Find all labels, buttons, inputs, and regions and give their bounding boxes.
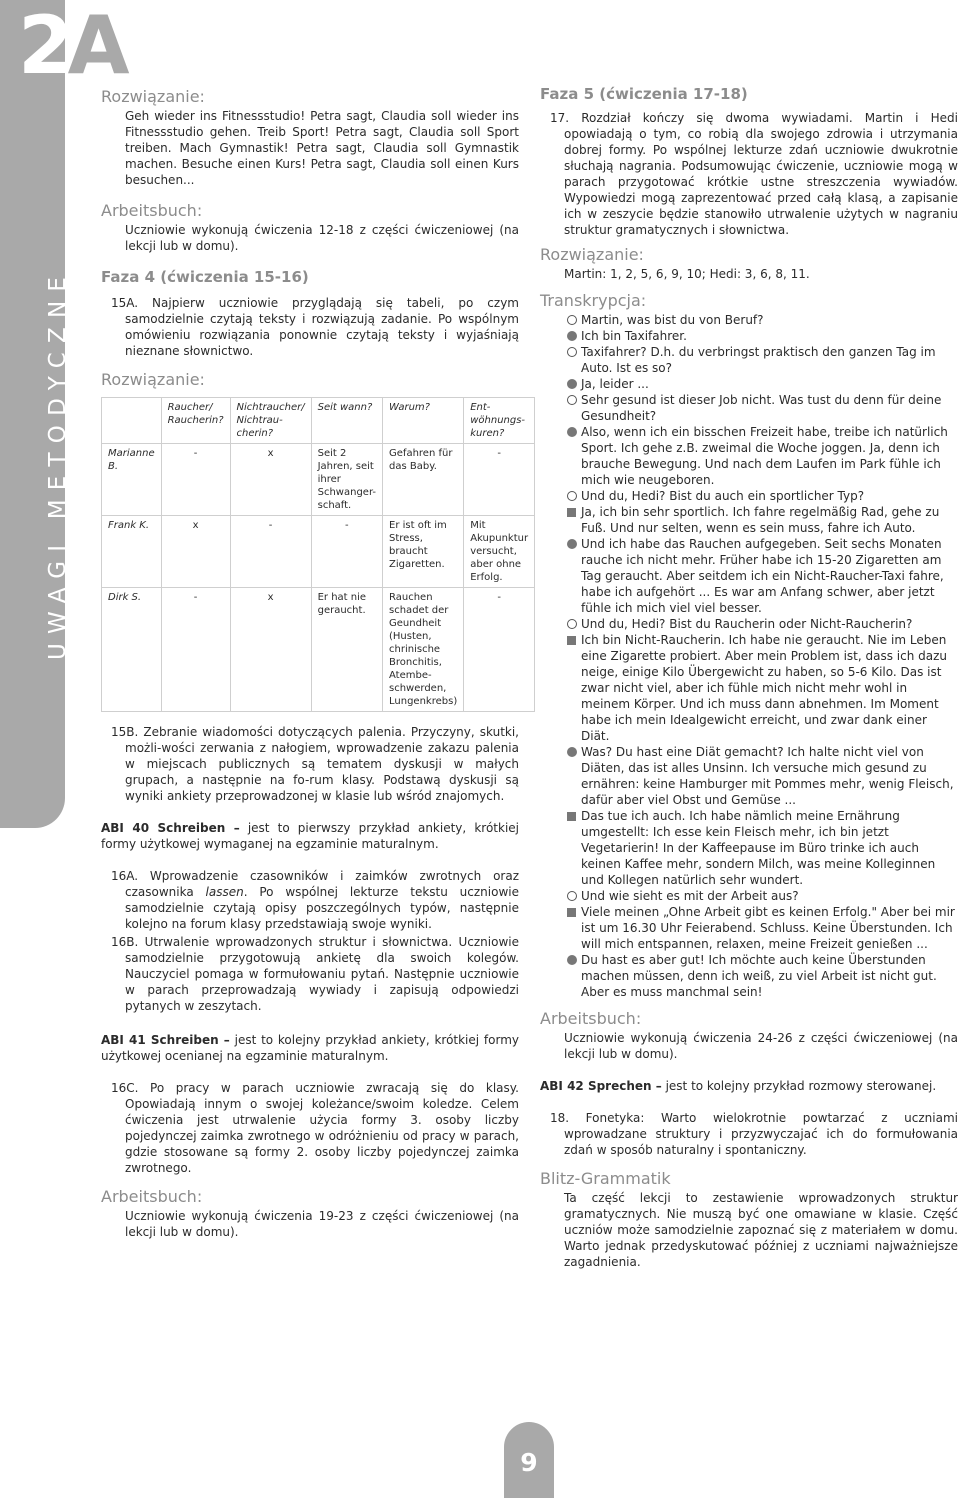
blitz-grammatik-heading: Blitz-Grammatik xyxy=(540,1169,671,1188)
transcript-text: Ja, ich bin sehr sportlich. Ich fahre regelmäßig Rad, gehe zu Fuß. Und nur selten, wenn es sein muss, fahre ich Auto. xyxy=(581,505,940,535)
transcript-line xyxy=(540,808,958,888)
chapter-number: 2 xyxy=(18,0,68,92)
open-circle-icon xyxy=(567,315,577,325)
transcript-line xyxy=(540,344,958,376)
arbeitsbuch-heading-1: Arbeitsbuch: xyxy=(101,201,203,220)
filled-circle-icon xyxy=(567,331,577,341)
exercise-16a-part1: 16A. Wprowadzenie czasowników i zaimków zwrotnych oraz czasownika xyxy=(111,869,519,899)
transcript-line xyxy=(540,888,958,904)
table-cell: Dirk S. xyxy=(102,588,162,712)
right-column xyxy=(540,84,958,1270)
transcript-text: Ich bin Nicht-Raucherin. Ich habe nie geraucht. Nie im Leben eine Zigarette probiert. Aber mein Problem ist, dass ich dazu neige, einige Kilo Übergewicht zu haben, so 5-6 Kilo. Das ist zwar nicht viel, aber ich fühle mich nicht mehr wohl in meinem Körper. Und ich muss dann abnehmen. Im Moment habe ich mein Idealgewicht erreicht, und zwar dank einer Diät. xyxy=(581,633,948,743)
transcript-line xyxy=(540,536,958,616)
exercise-15a: 15A. Najpierw uczniowie przyglądają się tabeli, po czym samodzielnie czytają teksty i rozwiązują zadanie. Po wspólnym omówieniu rozwiązania ponownie czytają teksty i wyjaśniają nieznane słownictwo. xyxy=(111,296,519,358)
transcript-text: Und du, Hedi? Bist du Raucherin oder Nicht-Raucherin? xyxy=(581,617,913,631)
exercise-18: 18. Fonetyka: Warto wielokrotnie powtarzać z uczniami wprowadzane struktury i przyzwyczajać ich do formułowania zdań w sposób naturalny i spontaniczny. xyxy=(550,1111,958,1157)
exercise-16b: 16B. Utrwalenie wprowadzonych struktur i słownictwa. Uczniowie samodzielnie przygotowują ankietę dla swoich kolegów. Nauczyciel pomaga w formułowaniu pytań. Następnie uczniowie w parach przeprowadzają wywiady i zapisują odpowiedzi pytanych w zeszytach. xyxy=(111,935,519,1013)
solution-heading-1: Rozwiązanie: xyxy=(101,87,205,106)
exercise-15b: 15B. Zebranie wiadomości dotyczących palenia. Przyczyny, skutki, możli-wości zerwania z nałogiem, wprowadzenie zakazu palenia w miejscach publicznych są tematem dyskusji w małych grupach, a następnie na fo-rum klasy. Podstawą dyskusji są wyniki ankiety przeprowadzonej w klasie lub wśród znajomych. xyxy=(111,725,519,803)
transcript-line xyxy=(540,904,958,952)
table-cell: Er ist oft im Stress, braucht Zigaretten. xyxy=(383,516,464,588)
transcript-line xyxy=(540,616,958,632)
filled-square-icon xyxy=(567,812,576,821)
table-cell: - xyxy=(161,588,230,712)
transcript-line xyxy=(540,312,958,328)
exercise-17: 17. Rozdział kończy się dwoma wywiadami. Martin i Hedi opowiadają o tym, co robią dla swojego zdrowia i utrzymania dobrej formy. Po wspólnej lekturze zdań uczniowie dwukrotnie słuchają nagrania. Podsumowując ćwiczenie, uczniowie mogą w parach przygotować krótkie ustne streszczenia wywiadów. Wypowiedzi mogą zaprezentować przed całą klasą, a zapisanie ich w zeszycie będzie stanowiło utrwalenie użytych w nagraniu struktur gramatycznych i słownictwa. xyxy=(550,111,958,237)
transcript-line xyxy=(540,392,958,424)
transcript-line xyxy=(540,744,958,808)
table-cell: - xyxy=(161,444,230,516)
table-header-cell: Warum? xyxy=(383,398,464,444)
table-row xyxy=(102,444,535,516)
open-circle-icon xyxy=(567,395,577,405)
table-header-cell: Seit wann? xyxy=(311,398,382,444)
exercise-16c: 16C. Po pracy w parach uczniowie zwracają się do klasy. Opowiadają innym o swojej koleżance/swoim koledze. Celem ćwiczenia jest utrwalenie użycia formy 3. osoby liczby pojedynczej zaimka zwrotnego w odróżnieniu od pracy w parach, gdzie stosowane są formy 2. osoby liczby pojedynczej zaimka zwrotnego. xyxy=(111,1081,519,1175)
table-cell: Frank K. xyxy=(102,516,162,588)
table-cell: x xyxy=(230,444,311,516)
table-header-cell: Raucher/ Raucherin? xyxy=(161,398,230,444)
table-row xyxy=(102,516,535,588)
table-header-cell xyxy=(102,398,162,444)
transcript-text: Ich bin Taxifahrer. xyxy=(581,329,687,343)
abi41-label: ABI 41 Schreiben – xyxy=(101,1033,230,1047)
table-cell: x xyxy=(230,588,311,712)
abi42-text: jest to kolejny przykład rozmowy sterowanej. xyxy=(661,1079,937,1093)
arbeitsbuch-text-3: Uczniowie wykonują ćwiczenia 24-26 z części ćwiczeniowej (na lekcji lub w domu). xyxy=(564,1031,958,1061)
page-number: 9 xyxy=(504,1422,554,1498)
arbeitsbuch-text-1: Uczniowie wykonują ćwiczenia 12-18 z części ćwiczeniowej (na lekcji lub w domu). xyxy=(125,223,519,253)
faza4-heading: Faza 4 (ćwiczenia 15-16) xyxy=(101,268,309,286)
table-cell: - xyxy=(230,516,311,588)
filled-square-icon xyxy=(567,636,576,645)
transcript-text: Also, wenn ich ein bisschen Freizeit habe, treibe ich natürlich Sport. Ich gehe z.B. zweimal die Woche joggen. Ja, denn ich brauche Bewegung. Und nach dem Laufen im Park fühle ich mich wie neugeboren. xyxy=(581,425,948,487)
blitz-grammatik-text: Ta część lekcji to zestawienie wprowadzonych struktur gramatycznych. Nie muszą być one omawiane w klasie. Część uczniów może samodzielnie zapoznać się z materiałem w domu. Warto jednak przedyskutować później z uczniami najważniejsze zagadnienia. xyxy=(564,1191,958,1269)
sidebar-label: UWAGI METODYCZNE xyxy=(45,267,71,660)
abi40-text: jest to pierwszy przykład ankiety, krótkiej formy użytkowej wymaganej na egzaminie maturalnym. xyxy=(101,821,519,851)
transcript-text: Und du, Hedi? Bist du auch ein sportlicher Typ? xyxy=(581,489,865,503)
filled-square-icon xyxy=(567,508,576,517)
transcript-text: Taxifahrer? D.h. du verbringst praktisch den ganzen Tag im Auto. Ist es so? xyxy=(581,345,936,375)
table-cell: - xyxy=(464,444,535,516)
table-cell: Er hat nie geraucht. xyxy=(311,588,382,712)
filled-circle-icon xyxy=(567,955,577,965)
solution-text-3: Martin: 1, 2, 5, 6, 9, 10; Hedi: 3, 6, 8, 11. xyxy=(564,267,810,281)
table-cell: - xyxy=(464,588,535,712)
filled-circle-icon xyxy=(567,427,577,437)
transcript-text: Das tue ich auch. Ich habe nämlich meine Ernährung umgestellt: Ich esse kein Fleisch mehr, ich bin jetzt Vegetarierin! In der Kaffeepause im Büro trinke ich auch keinen Kaffee mehr, sondern Milch, was meine Kolleginnen und Kollegen natürlich sehr wundert. xyxy=(581,809,936,887)
open-circle-icon xyxy=(567,491,577,501)
transcript-text: Martin, was bist du von Beruf? xyxy=(581,313,764,327)
solution-heading-3: Rozwiązanie: xyxy=(540,245,644,264)
transcript-text: Sehr gesund ist dieser Job nicht. Was tust du denn für deine Gesundheit? xyxy=(581,393,942,423)
solution-heading-2: Rozwiązanie: xyxy=(101,370,205,389)
transcript-line xyxy=(540,488,958,504)
table-cell: - xyxy=(311,516,382,588)
transcript-line xyxy=(540,504,958,536)
transcript-text: Und wie sieht es mit der Arbeit aus? xyxy=(581,889,799,903)
table-header-cell: Nichtraucher/ Nichtrau-cherin? xyxy=(230,398,311,444)
abi41-note xyxy=(101,1032,519,1064)
transcript-line xyxy=(540,424,958,488)
transcript-line xyxy=(540,952,958,1000)
transcript-line xyxy=(540,632,958,744)
table-row xyxy=(102,588,535,712)
abi42-note xyxy=(540,1078,958,1094)
transcript-line xyxy=(540,376,958,392)
open-circle-icon xyxy=(567,347,577,357)
transcript-text: Ja, leider ... xyxy=(581,377,649,391)
table-cell: Seit 2 Jahren, seit ihrer Schwanger-schaft. xyxy=(311,444,382,516)
table-cell: Rauchen schadet der Geundheit (Husten, chrinische Bronchitis, Atembe-schwerden, Lungenkrebs) xyxy=(383,588,464,712)
transcript-list xyxy=(540,312,958,1000)
exercise-16a-part2: . Po wspólnej lekturze tekstu uczniowie samodzielnie czytają opisy poszczególnych typów, następnie kolejno na forum klasy przedstawiają swoje wyniki. xyxy=(125,885,519,931)
table-cell: Marianne B. xyxy=(102,444,162,516)
transcript-text: Und ich habe das Rauchen aufgegeben. Seit sechs Monaten rauche ich nicht mehr. Früher habe ich 15-20 Zigaretten am Tag geraucht. Aber seitdem ich ein Nicht-Raucher-Taxi fahre, habe ich aufgehört ... Es war am Anfang schwer, aber jetzt fühle ich mich viel viel besser. xyxy=(581,537,944,615)
abi40-note xyxy=(101,820,519,852)
filled-circle-icon xyxy=(567,379,577,389)
left-column xyxy=(101,86,529,1240)
filled-circle-icon xyxy=(567,539,577,549)
table-cell: Mit Akupunktur versucht, aber ohne Erfolg. xyxy=(464,516,535,588)
abi40-label: ABI 40 Schreiben – xyxy=(101,821,240,835)
sidebar-band xyxy=(0,0,71,828)
abi42-label: ABI 42 Sprechen – xyxy=(540,1079,662,1093)
arbeitsbuch-text-2: Uczniowie wykonują ćwiczenia 19-23 z części ćwiczeniowej (na lekcji lub w domu). xyxy=(125,1209,519,1239)
table-cell: Gefahren für das Baby. xyxy=(383,444,464,516)
smoking-table xyxy=(101,397,535,712)
transcript-text: Viele meinen „Ohne Arbeit gibt es keinen Erfolg." Aber bei mir ist um 16.30 Uhr Feierabend. Schluss. Keine Überstunden. Ich will mich entspannen, relaxen, meine Freizeit genießen ... xyxy=(581,905,955,951)
table-cell: x xyxy=(161,516,230,588)
exercise-16a xyxy=(101,868,519,932)
chapter-marker xyxy=(18,0,124,94)
open-circle-icon xyxy=(567,891,577,901)
open-circle-icon xyxy=(567,619,577,629)
transcript-heading: Transkrypcja: xyxy=(540,291,647,310)
transcript-line xyxy=(540,328,958,344)
arbeitsbuch-heading-2: Arbeitsbuch: xyxy=(101,1187,203,1206)
arbeitsbuch-heading-3: Arbeitsbuch: xyxy=(540,1009,642,1028)
table-header-cell: Ent-wöhnungs-kuren? xyxy=(464,398,535,444)
transcript-text: Was? Du hast eine Diät gemacht? Ich halte nicht viel von Diäten, das ist alles Unsinn. Ich versuche mich gesund zu ernähren: keine Hamburger mit Pommes mehr, wenig Fleisch, dafür aber viel Obst und Gemüse ... xyxy=(581,745,954,807)
solution-text-1: Geh wieder ins Fitnessstudio! Petra sagt, Claudia soll wieder ins Fitnessstudio gehen. Treib Sport! Petra sagt, Claudia soll Sport treiben. Mach Gymnastik! Petra sagt, Claudia soll Gymnastik machen. Besuche einen Kurs! Petra sagt, Claudia soll einen Kurs besuchen... xyxy=(125,109,519,187)
chapter-letter: A xyxy=(67,0,124,92)
table-header-row xyxy=(102,398,535,444)
transcript-text: Du hast es aber gut! Ich möchte auch keine Überstunden machen müssen, denn ich weiß, zu viel Arbeit ist nicht gut. Aber es muss manchmal sein! xyxy=(581,953,937,999)
filled-circle-icon xyxy=(567,747,577,757)
exercise-16a-italic: lassen xyxy=(205,885,244,899)
faza5-heading: Faza 5 (ćwiczenia 17-18) xyxy=(540,85,748,103)
filled-square-icon xyxy=(567,908,576,917)
abi41-text: jest to kolejny przykład ankiety, krótkiej formy użytkowej ocenianej na egzaminie maturalnym. xyxy=(101,1033,519,1063)
